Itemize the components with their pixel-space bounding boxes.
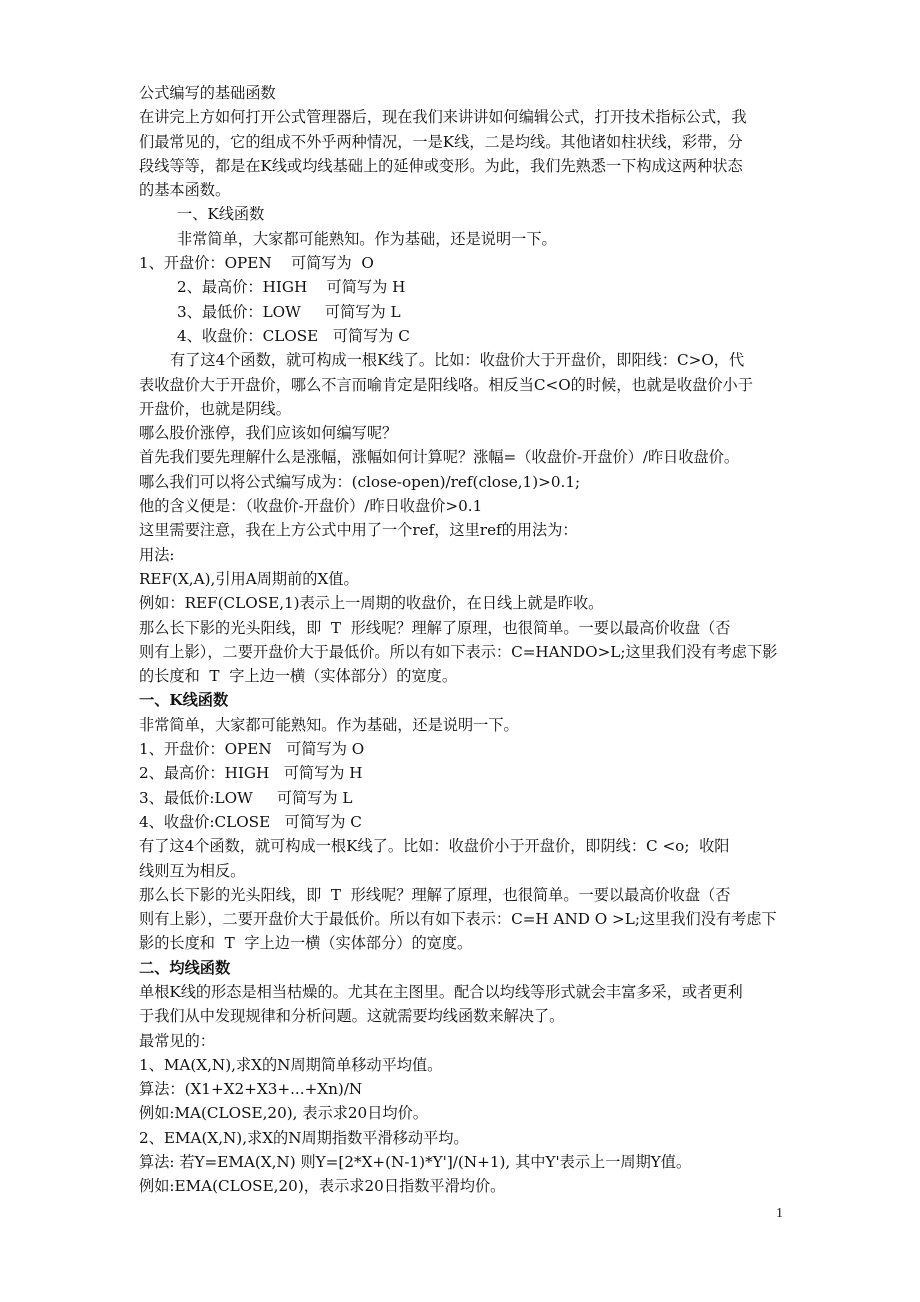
kline-item-high: 2、最高价：HIGH 可简写为 H	[139, 764, 363, 783]
section-kline-desc-indented: 非常简单，大家都可能熟知。作为基础，还是说明一下。	[177, 229, 557, 248]
body-line: 则有上影），二要开盘价大于最低价。所以有如下表示：C=H AND O >L;这里我们没有考虑下	[139, 910, 777, 929]
intro-line: 在讲完上方如何打开公式管理器后，现在我们来讲讲如何编辑公式，打开技术指标公式，我	[139, 108, 747, 127]
body-line: 首先我们要先理解什么是涨幅，涨幅如何计算呢？涨幅=（收盘价-开盘价）/昨日收盘价。	[139, 448, 740, 467]
body-line: 例如：REF(CLOSE,1)表示上一周期的收盘价，在日线上就是昨收。	[139, 594, 604, 613]
body-line: 于我们从中发现规律和分析问题。这就需要均线函数来解决了。	[139, 1007, 565, 1026]
body-line: 有了这4个函数，就可构成一根K线了。比如：收盘价小于开盘价，即阴线：C <o; 收阳	[139, 837, 730, 856]
section-kline-desc: 非常简单，大家都可能熟知。作为基础，还是说明一下。	[139, 715, 519, 734]
body-line: 影的长度和 T 字上边一横（实体部分）的宽度。	[139, 934, 473, 953]
body-line: 表收盘价大于开盘价，哪么不言而喻肯定是阳线咯。相反当C<O的时候，也就是收盘价小于	[139, 375, 753, 394]
kline-item-close: 4、收盘价:CLOSE 可简写为 C	[139, 812, 362, 831]
document-page	[139, 81, 789, 1199]
section-kline-heading: 一、K线函数	[139, 691, 229, 710]
intro-line: 的基本函数。	[139, 181, 231, 200]
body-line: 有了这4个函数，就可构成一根K线了。比如：收盘价大于开盘价，即阳线：C>O，代	[170, 351, 745, 370]
page-number: 1	[776, 1206, 783, 1221]
body-line: 用法:	[139, 545, 175, 564]
body-line: REF(X,A),引用A周期前的X值。	[139, 569, 359, 588]
body-line: 那么长下影的光头阳线，即 T 形线呢？理解了原理，也很简单。一要以最高价收盘（否	[139, 618, 731, 637]
body-line: 例如:EMA(CLOSE,20)，表示求20日指数平滑均价。	[139, 1177, 506, 1196]
kline-item-open: 1、开盘价：OPEN 可简写为 O	[139, 740, 365, 759]
body-line: 单根K线的形态是相当枯燥的。尤其在主图里。配合以均线等形式就会丰富多采，或者更利	[139, 982, 743, 1001]
section-kline-heading-indented: 一、K线函数	[177, 205, 265, 224]
body-line: 最常见的：	[139, 1031, 215, 1050]
body-line: 算法：(X1+X2+X3+...+Xn)/N	[139, 1080, 363, 1099]
kline-item-low: 3、最低价：LOW 可简写为 L	[177, 302, 401, 321]
body-line: 这里需要注意，我在上方公式中用了一个ref，这里ref的用法为：	[139, 521, 578, 540]
kline-item-low: 3、最低价:LOW 可简写为 L	[139, 788, 353, 807]
body-line: 线则互为相反。	[139, 861, 246, 880]
body-line: 1、MA(X,N),求X的N周期简单移动平均值。	[139, 1055, 443, 1074]
body-line: 算法: 若Y=EMA(X,N) 则Y=[2*X+(N-1)*Y']/(N+1), 其中Y'表示上一周期Y值。	[139, 1153, 692, 1172]
body-line: 那么长下影的光头阳线，即 T 形线呢？理解了原理，也很简单。一要以最高价收盘（否	[139, 885, 731, 904]
body-line: 例如:MA(CLOSE,20), 表示求20日均价。	[139, 1104, 428, 1123]
intro-line: 段线等等，都是在K线或均线基础上的延伸或变形。为此，我们先熟悉一下构成这两种状态	[139, 156, 743, 175]
body-line: 哪么我们可以将公式编写成为：(close-open)/ref(close,1)>0.1;	[139, 472, 581, 491]
kline-item-open: 1、开盘价：OPEN 可简写为 O	[139, 254, 374, 273]
body-line: 他的含义便是：（收盘价-开盘价）/昨日收盘价>0.1	[139, 497, 483, 516]
body-line: 开盘价，也就是阴线。	[139, 399, 291, 418]
body-line: 的长度和 T 字上边一横（实体部分）的宽度。	[139, 667, 458, 686]
intro-line: 们最常见的，它的组成不外乎两种情况，一是K线，二是均线。其他诸如柱状线，彩带，分	[139, 132, 743, 151]
section-ma-heading: 二、均线函数	[139, 958, 231, 977]
kline-item-high: 2、最高价：HIGH 可简写为 H	[177, 278, 406, 297]
body-line: 2、EMA(X,N),求X的N周期指数平滑移动平均。	[139, 1128, 469, 1147]
body-line: 则有上影），二要开盘价大于最低价。所以有如下表示：C=HANDO>L;这里我们没有考虑下影	[139, 642, 778, 661]
kline-item-close: 4、收盘价：CLOSE 可简写为 C	[177, 326, 410, 345]
doc-title: 公式编写的基础函数	[139, 84, 276, 102]
body-line: 哪么股价涨停，我们应该如何编写呢？	[139, 424, 398, 443]
